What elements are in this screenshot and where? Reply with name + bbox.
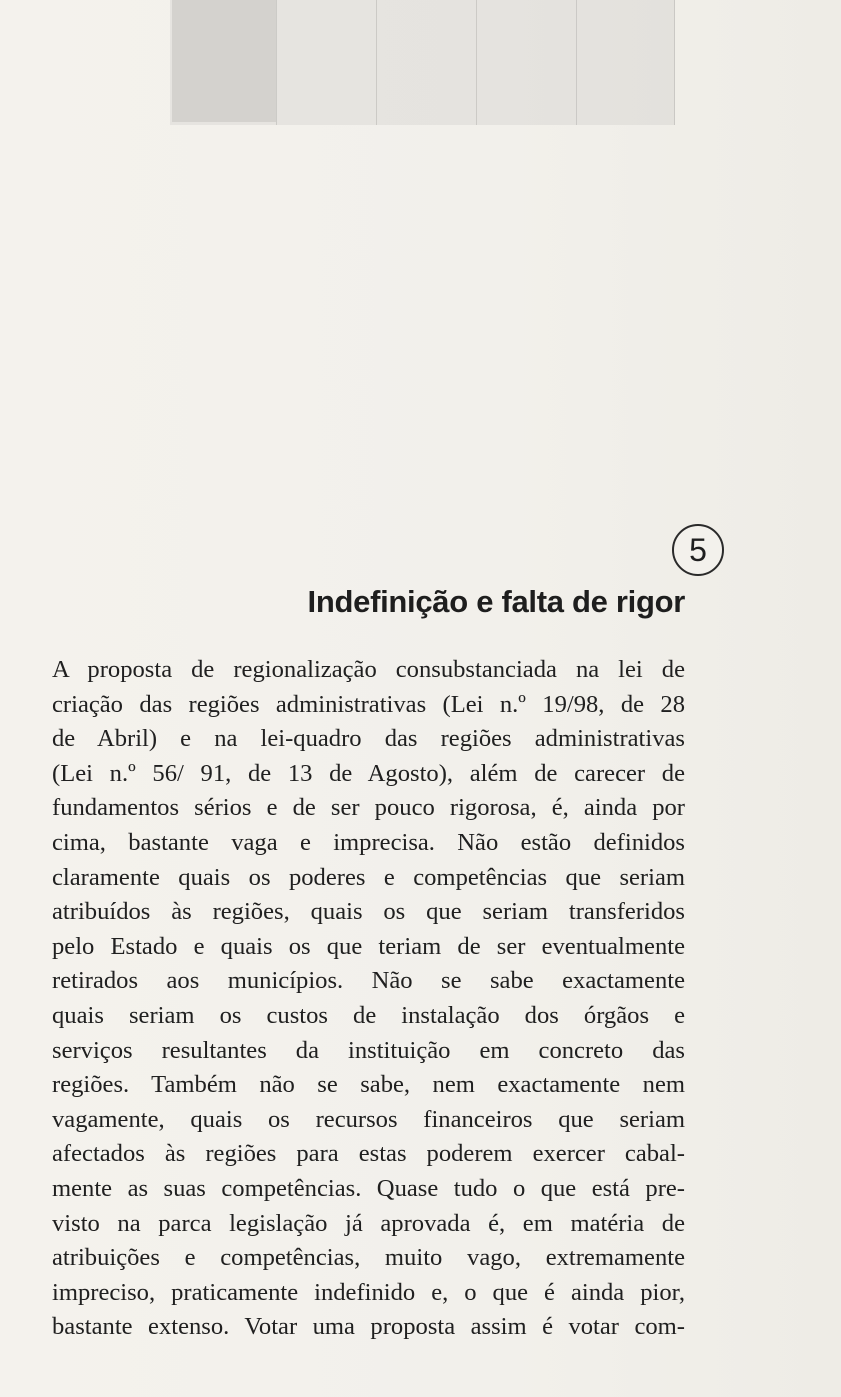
text-line: afectados às regiões para estas poderem exercer cabal- xyxy=(52,1140,685,1168)
text-line: pelo Estado e quais os que teriam de ser eventualmente xyxy=(52,932,685,960)
chapter-number-badge xyxy=(672,524,724,576)
text-line: cima, bastante vaga e imprecisa. Não estão definidos xyxy=(52,828,685,856)
chapter-title: Indefinição e falta de rigor xyxy=(307,584,685,619)
text-line: claramente quais os poderes e competências que seriam xyxy=(52,863,685,891)
text-line: criação das regiões administrativas (Lei n.º 19/98, de 28 xyxy=(52,690,685,718)
bleed-through-shade xyxy=(172,0,276,122)
bleed-through-rule xyxy=(376,0,377,125)
text-line: regiões. Também não se sabe, nem exactamente nem xyxy=(52,1071,685,1099)
text-line: mente as suas competências. Quase tudo o que está pre- xyxy=(52,1174,685,1202)
bleed-through-rule xyxy=(476,0,477,125)
bleed-through-area xyxy=(0,0,841,190)
text-line: A proposta de regionalização consubstanciada na lei de xyxy=(52,656,685,683)
text-line: de Abril) e na lei-quadro das regiões administrativas xyxy=(52,725,685,753)
text-line: atribuições e competências, muito vago, extremamente xyxy=(52,1244,685,1272)
bleed-through-rule xyxy=(276,0,277,125)
text-line: serviços resultantes da instituição em concreto das xyxy=(52,1036,685,1064)
text-line: (Lei n.º 56/ 91, de 13 de Agosto), além de carecer de xyxy=(52,759,685,787)
text-line: impreciso, praticamente indefinido e, o que é ainda pior, xyxy=(52,1278,685,1306)
text-line: vagamente, quais os recursos financeiros que seriam xyxy=(52,1105,685,1133)
text-line: quais seriam os custos de instalação dos órgãos e xyxy=(52,1001,685,1029)
text-line: bastante extenso. Votar uma proposta assim é votar com- xyxy=(52,1313,685,1341)
text-line: retirados aos municípios. Não se sabe exactamente xyxy=(52,967,685,995)
bleed-through-rule xyxy=(674,0,675,125)
text-line: atribuídos às regiões, quais os que seriam transferidos xyxy=(52,898,685,926)
text-line: visto na parca legislação já aprovada é, em matéria de xyxy=(52,1209,685,1237)
bleed-through-rule xyxy=(576,0,577,125)
chapter-number: 5 xyxy=(689,531,707,568)
body-paragraph xyxy=(52,653,685,1345)
text-line: fundamentos sérios e de ser pouco rigorosa, é, ainda por xyxy=(52,794,685,822)
